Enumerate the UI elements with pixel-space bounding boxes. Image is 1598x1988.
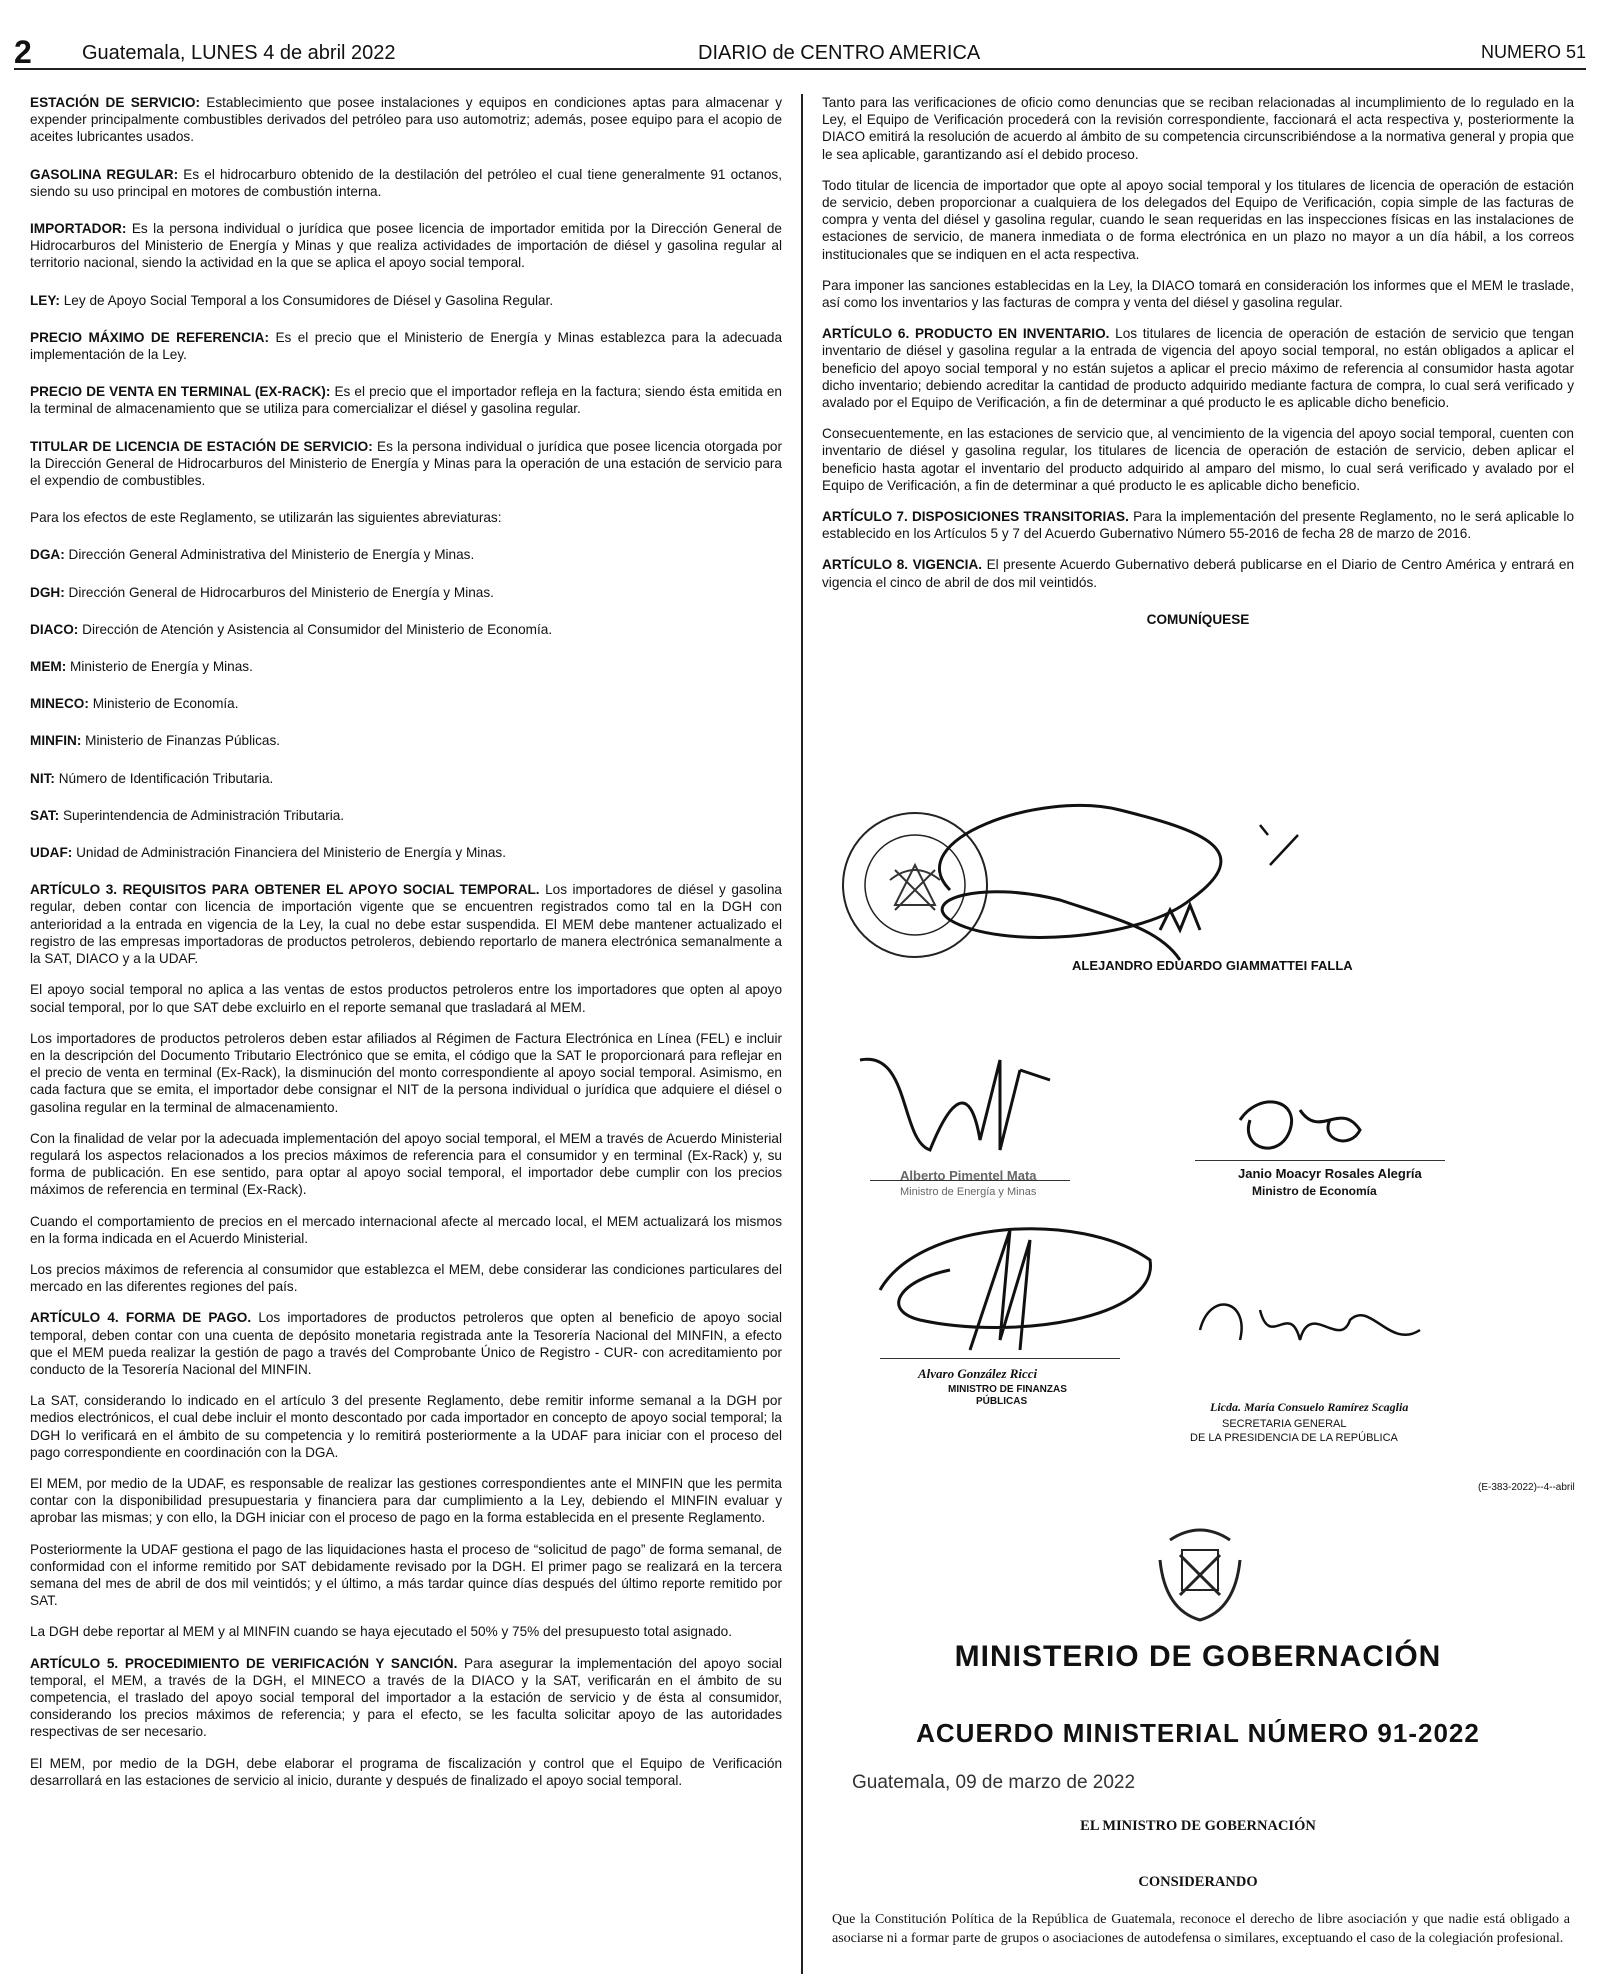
article-7: ARTÍCULO 7. DISPOSICIONES TRANSITORIAS. Para la implementación del presente Reglamento, no le será aplicable lo establecido en los Artículos 5 y 7 del Acuerdo Gubernativo Número 55-2016 de fecha 28 de marzo de 2016. xyxy=(822,509,1575,542)
article-4: ARTÍCULO 4. FORMA DE PAGO. Los importadores de productos petroleros que opten al beneficio de apoyo social temporal, deben contar con una cuenta de depósito monetaria registrada ante la Tesorería Nacional del MINFIN, a efecto que el MEM pueda realizar la gestión de pago a través del Comprobante Único de Registro - CUR- con acreditamiento por conducto de la Tesorería Nacional del MINFIN. xyxy=(30,1310,783,1377)
considerando-text: Que la Constitución Política de la República de Guatemala, reconoce el derecho de libre asociación y que nadie está obligado a asociarse ni a formar parte de grupos o asociaciones de autodefensa o similares, exceptuando el caso de la colegiación profesional. xyxy=(832,1912,1570,1946)
paragraph: El MEM, por medio de la UDAF, es responsable de realizar las gestiones correspondientes ante el MINFIN que les permita contar con la disponibilidad presupuestaria y financiera para dar cumplimiento a la Ley, debiendo el MINFIN evaluar y aprobar las mismas; y con ello, la DGH iniciar con el proceso de pago en la forma establecida en el presente Reglamento. xyxy=(30,1475,782,1526)
paragraph: Cuando el comportamiento de precios en el mercado internacional afecte al mercado local, el MEM actualizará los mismos en la forma indicada en el Acuerdo Ministerial. xyxy=(30,1213,782,1246)
abbreviation: MEM: Ministerio de Energía y Minas. xyxy=(30,659,253,675)
definition: LEY: Ley de Apoyo Social Temporal a los Consumidores de Diésel y Gasolina Regular. xyxy=(30,292,554,308)
right-column xyxy=(822,94,1574,628)
abbreviation: DGA: Dirección General Administrativa del Ministerio de Energía y Minas. xyxy=(30,547,475,563)
abbreviation: UDAF: Unidad de Administración Financiera del Ministerio de Energía y Minas. xyxy=(30,845,507,861)
abbreviation: DIACO: Dirección de Atención y Asistencia al Consumidor del Ministerio de Economía. xyxy=(30,621,553,637)
page-header xyxy=(14,30,1586,70)
paragraph: Posteriormente la UDAF gestiona el pago de las liquidaciones hasta el proceso de “solicitud de pago” de forma semanal, de conformidad con el informe remitido por SAT debidamente revisado por la DGH. El primer pago se realizará en la tercera semana del mes de abril de dos mil veintidós; y el último, a más tardar quince días después del último reporte remitido por SAT. xyxy=(30,1541,782,1609)
paragraph: Para imponer las sanciones establecidas en la Ley, la DIACO tomará en consideración los informes que el MEM le traslade, así como los inventarios y las facturas de compra y venta del diésel y gasolina regular. xyxy=(822,277,1574,311)
paragraph: El MEM, por medio de la DGH, debe elaborar el programa de fiscalización y control que el Equipo de Verificación desarrollará en las estaciones de servicio al inicio, durante y después de finalizado el apoyo social temporal. xyxy=(30,1755,782,1788)
secretary-signature xyxy=(1190,1280,1430,1360)
column-divider xyxy=(801,94,803,1974)
coat-of-arms-icon xyxy=(1150,1520,1250,1628)
paragraph: Los importadores de productos petroleros deben estar afiliados al Régimen de Factura Electrónica en Línea (FEL) e incluir en la descripción del Documento Tributario Electrónico que se emita, el código que la SAT le proporcionará para reflejar en el precio de venta en terminal (Ex-Rack), la disminución del monto correspondiente al apoyo social temporal. Asimismo, en cada factura que se emita, el importador debe consignar el NIT de la persona individual o jurídica que adquiere el diésel o gasolina regular en la terminal de almacenamiento. xyxy=(30,1030,782,1115)
paragraph: Consecuentemente, en las estaciones de servicio que, al vencimiento de la vigencia del apoyo social temporal, cuenten con inventario de diésel y gasolina regular, los titulares de licencia de operación de estación de servicio, deben aplicar el beneficio hasta agotar el inventario del producto adquirido al amparo del mismo, lo cual será verificado y avalado por el Equipo de Verificación, a fin de determinar a qué producto le es aplicable dicho beneficio. xyxy=(822,426,1574,493)
energy-minister-signature xyxy=(850,1040,1070,1180)
paragraph: Tanto para las verificaciones de oficio como denuncias que se reciban relacionadas al incumplimiento de lo regulado en la Ley, el Equipo de Verificación procederá con la revisión correspondiente, faccionará el acta respectiva y, posteriormente la DIACO emitirá la resolución de acuerdo al ámbito de su competencia circunscribiéndose a la normativa general y propia que le sea aplicable, garantizando así el debido proceso. xyxy=(822,95,1574,162)
article-3: ARTÍCULO 3. REQUISITOS PARA OBTENER EL APOYO SOCIAL TEMPORAL. Los importadores de diésel y gasolina regular, deben contar con licencia de importación vigente que se encuentren registrados como tal en la DGH con anterioridad a la entrada en vigencia de la Ley, la cual no debe estar suspendida. El MEM debe mantener actualizado el registro de las empresas importadoras de productos petroleros, debiendo reportarlo de manera electrónica semanalmente a la SAT, DIACO y a la UDAF. xyxy=(30,882,782,967)
publication-reference: (E-383-2022)--4--abril xyxy=(1478,1482,1575,1493)
abbreviation: DGH: Dirección General de Hidrocarburos del Ministerio de Energía y Minas. xyxy=(30,584,494,600)
definition: ESTACIÓN DE SERVICIO: Establecimiento que posee instalaciones y equipos en condiciones aptas para almacenar y expender principalmente combustibles derivados del petróleo para uso automotriz; además, posee equipo para el acopio de aceites lubricantes usados. xyxy=(30,95,782,145)
signer-secretary: Licda. María Consuelo Ramírez Scaglia xyxy=(1210,1400,1409,1414)
paragraph: La SAT, considerando lo indicado en el artículo 3 del presente Reglamento, debe remitir informe semanal a la DGH por medios electrónicos, el cual debe incluir el monto descontado por cada importador en concepto de apoyo social temporal; la DGH lo verificará en el ámbito de su competencia y lo remitirá posteriormente a la UDAF para iniciar con el proceso del pago correspondiente en coordinación con la DGA. xyxy=(30,1393,782,1460)
considerando-heading: CONSIDERANDO xyxy=(1138,1874,1258,1890)
paragraph: Todo titular de licencia de importador que opte al apoyo social temporal y los titulares de licencia de operación de estación de servicio, deben proporcionar a cualquiera de los delegados del Equipo de Verificación, copia simple de las facturas de compra y venta del diésel y gasolina regular, cuando le sean requeridas en las inspecciones físicas en las instalaciones de estaciones de servicio, de manera inmediata o de forma electrónica en un plazo no mayor a un día hábil, a los correos institucionales que se indiquen en el acta respectiva. xyxy=(822,177,1574,262)
definition: TITULAR DE LICENCIA DE ESTACIÓN DE SERVICIO: Es la persona individual o jurídica que posee licencia otorgada por la Dirección General de Hidrocarburos del Ministerio de Energía y Minas para la operación de una estación de servicio para el expendio de combustibles. xyxy=(30,438,782,489)
issue-date: Guatemala, LUNES 4 de abril 2022 xyxy=(82,42,396,64)
abbreviation: NIT: Número de Identificación Tributaria. xyxy=(30,770,274,786)
economy-minister-signature xyxy=(1220,1080,1380,1170)
signer-president: ALEJANDRO EDUARDO GIAMMATTEI FALLA xyxy=(1072,958,1353,973)
paragraph: La DGH debe reportar al MEM y al MINFIN cuando se haya ejecutado el 50% y 75% del presupuesto total asignado. xyxy=(30,1624,732,1640)
president-signature xyxy=(860,770,1420,980)
signer-secretary-role-2: DE LA PRESIDENCIA DE LA REPÚBLICA xyxy=(1190,1432,1398,1444)
signature-line xyxy=(1195,1160,1445,1161)
newspaper-name: DIARIO de CENTRO AMERICA xyxy=(698,42,981,64)
definition: IMPORTADOR: Es la persona individual o jurídica que posee licencia de importador emitida por la Dirección General de Hidrocarburos del Ministerio de Energía y Minas y que realiza actividades de importación de diésel y gasolina regular al territorio nacional, siendo la actividad en la que se aplica el apoyo social temporal. xyxy=(30,221,782,271)
article-5: ARTÍCULO 5. PROCEDIMIENTO DE VERIFICACIÓN Y SANCIÓN. Para asegurar la implementación del apoyo social temporal, el MEM, a través de la DGH, el MINECO a través de la DIACO y la SAT, verificarán en el ámbito de su competencia, el traslado del apoyo social temporal del importador a la estación de servicio y de ésta al consumidor, considerando los precios máximos de referencia; y para el efecto, se les faculta solicitar apoyo de las autoridades respectivas de ser necesario. xyxy=(30,1655,782,1740)
signer-finance-role-2: PÚBLICAS xyxy=(976,1396,1028,1407)
acuerdo-title: ACUERDO MINISTERIAL NÚMERO 91-2022 xyxy=(916,1718,1480,1748)
abbreviation: SAT: Superintendencia de Administración Tributaria. xyxy=(30,807,345,823)
comuniquese: COMUNÍQUESE xyxy=(1146,611,1250,627)
signer-secretary-role-1: SECRETARIA GENERAL xyxy=(1222,1418,1347,1430)
signer-economy-minister: Janio Moacyr Rosales Alegría xyxy=(1238,1166,1422,1181)
paragraph: Los precios máximos de referencia al consumidor que establezca el MEM, debe considerar las condiciones particulares del mercado en las diferentes regiones del país. xyxy=(30,1261,782,1295)
place-date: Guatemala, 09 de marzo de 2022 xyxy=(852,1772,1136,1793)
signer-energy-role: Ministro de Energía y Minas xyxy=(900,1186,1037,1198)
definition: GASOLINA REGULAR: Es el hidrocarburo obtenido de la destilación del petróleo el cual tiene generalmente 91 octanos, siendo su uso principal en motores de combustión interna. xyxy=(30,166,782,199)
minister-heading: EL MINISTRO DE GOBERNACIÓN xyxy=(1080,1818,1316,1834)
signer-economy-role: Ministro de Economía xyxy=(1252,1184,1377,1198)
definition: PRECIO DE VENTA EN TERMINAL (EX-RACK): Es el precio que el importador refleja en la factura; siendo ésta emitida en la terminal de almacenamiento que se utiliza para comercializar el diésel y gasolina regular. xyxy=(30,384,782,417)
left-column xyxy=(30,94,782,1803)
page-number: 2 xyxy=(14,34,32,70)
signer-energy-minister: Alberto Pimentel Mata xyxy=(900,1168,1037,1183)
ministry-title: MINISTERIO DE GOBERNACIÓN xyxy=(954,1640,1442,1673)
signature-line xyxy=(880,1358,1120,1359)
abbrev-intro: Para los efectos de este Reglamento, se utilizarán las siguientes abreviaturas: xyxy=(30,510,502,526)
definition: PRECIO MÁXIMO DE REFERENCIA: Es el precio que el Ministerio de Energía y Minas establezca para la adecuada implementación de la Ley. xyxy=(30,329,783,363)
signer-finance-minister: Alvaro González Ricci xyxy=(918,1366,1038,1381)
article-8: ARTÍCULO 8. VIGENCIA. El presente Acuerdo Gubernativo deberá publicarse en el Diario de Centro América y entrará en vigencia el cinco de abril de dos mil veintidós. xyxy=(822,557,1575,590)
article-6: ARTÍCULO 6. PRODUCTO EN INVENTARIO. Los titulares de licencia de operación de estación de servicio que tengan inventario de diésel y gasolina regular a la entrada de vigencia del apoyo social temporal, no están obligados a aplicar el beneficio del apoyo social temporal y no están sujetos a aplicar el precio máximo de referencia al consumidor hasta agotar dicho inventario; debiendo acreditar la cantidad de producto adquirido mediante factura de compra, lo cual será verificado y avalado por el Equipo de Verificación, a fin de determinar a qué producto le es aplicable dicho beneficio. xyxy=(822,326,1574,411)
abbreviation: MINECO: Ministerio de Economía. xyxy=(30,696,239,712)
signer-finance-role-1: MINISTRO DE FINANZAS xyxy=(948,1384,1067,1395)
issue-number: NUMERO 51 xyxy=(1480,42,1586,62)
finance-minister-signature xyxy=(860,1200,1170,1370)
paragraph: El apoyo social temporal no aplica a las ventas de estos productos petroleros entre los importadores que opten al apoyo social temporal, por lo que SAT debe excluirlo en el reporte semanal que trasladará al MEM. xyxy=(30,982,782,1015)
abbreviation: MINFIN: Ministerio de Finanzas Públicas. xyxy=(30,733,281,749)
paragraph: Con la finalidad de velar por la adecuada implementación del apoyo social temporal, el MEM a través de Acuerdo Ministerial regulará los aspectos relacionados a los precios máximos de referencia para el consumidor y en terminal (Ex-Rack) y, su forma de publicación. En ese sentido, para optar al apoyo social temporal, el importador debe cumplir con los precios máximos de referencia en terminal (Ex-Rack). xyxy=(30,1130,782,1198)
